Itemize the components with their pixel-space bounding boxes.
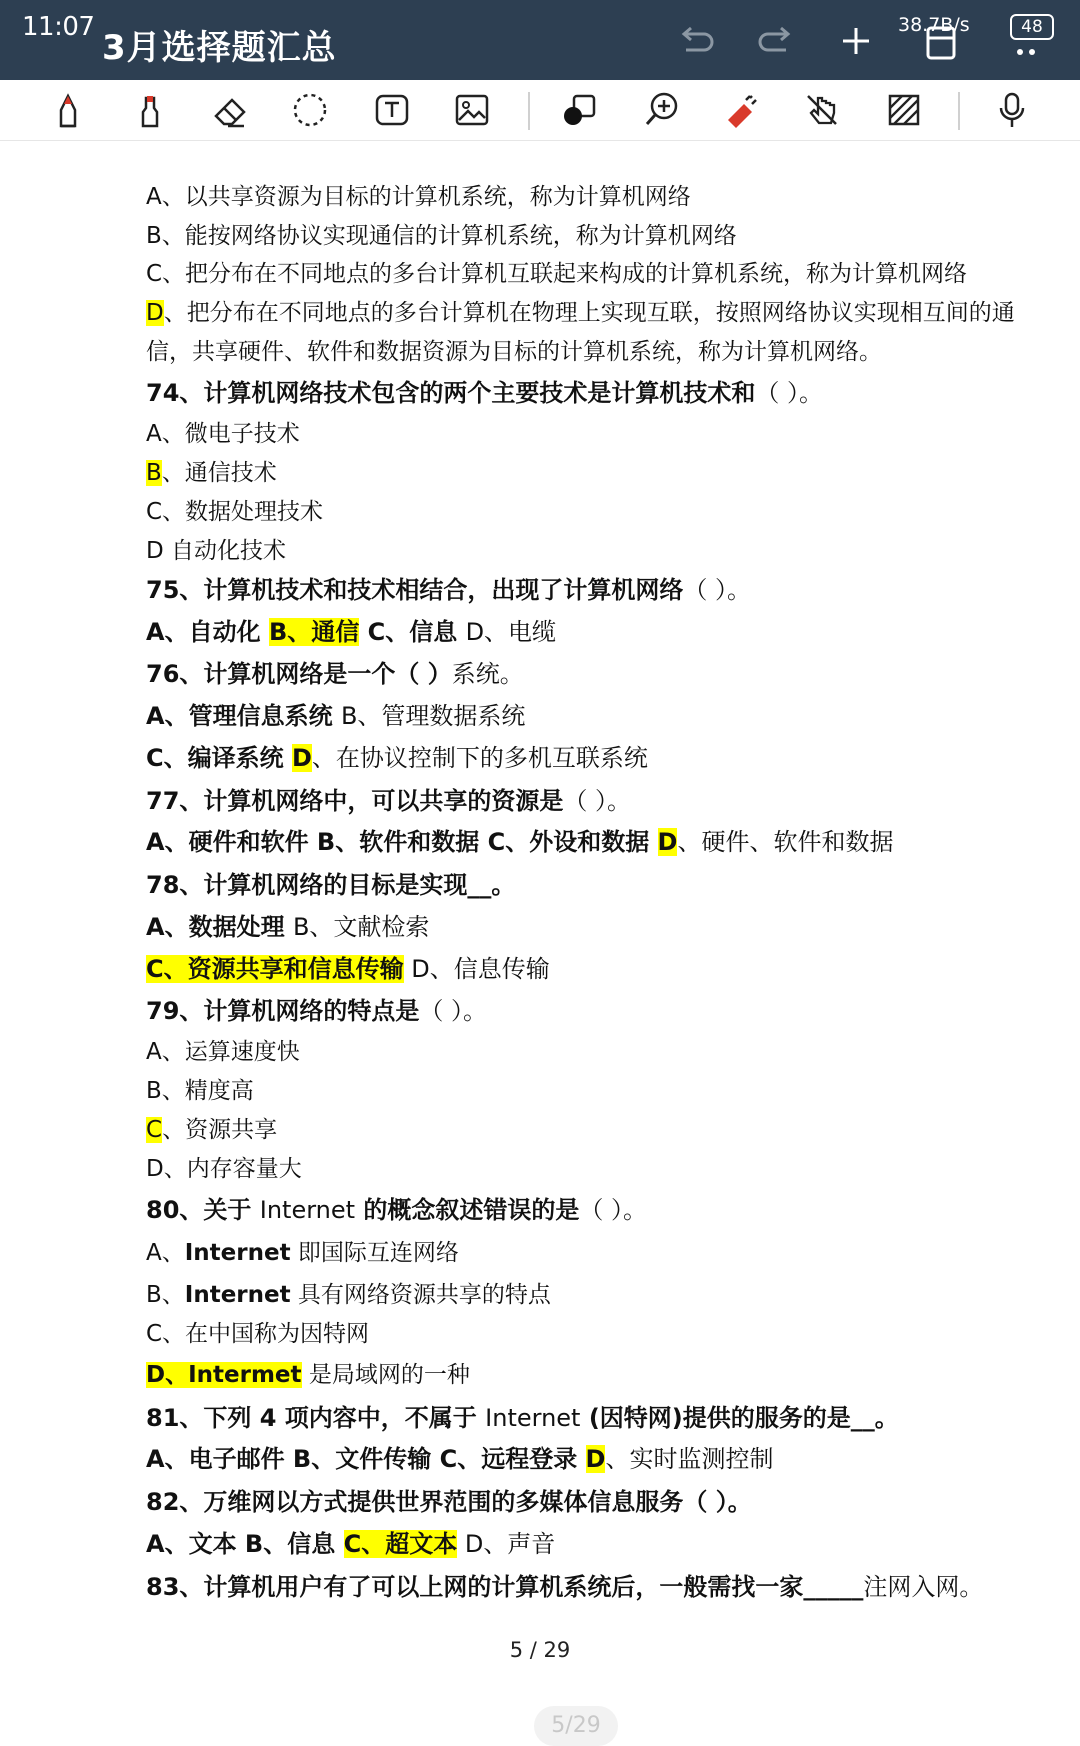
- line-text: C、在中国称为因特网: [146, 1321, 370, 1347]
- option-line: [146, 495, 323, 529]
- line-text: 、资源共享: [162, 1117, 278, 1143]
- highlighted-answer: D、Intermet: [146, 1362, 302, 1388]
- line-text: B、精度高: [146, 1078, 254, 1104]
- line-text: A、电子邮件 B、文件传输 C、远程登录: [146, 1445, 586, 1473]
- line-text: B、文献检索: [292, 913, 430, 941]
- laser-pointer-icon[interactable]: [720, 88, 764, 132]
- page-indicator: 5 / 29: [509, 1638, 571, 1662]
- option-line: [146, 1113, 277, 1147]
- more-icon[interactable]: [1000, 16, 1048, 64]
- document-title: 3月选择题汇总: [102, 28, 337, 68]
- question-line: [146, 741, 648, 775]
- line-text: 的概念叙述错误的是: [355, 1196, 580, 1224]
- toolbar-divider: [528, 92, 530, 130]
- question-line: [146, 699, 525, 733]
- line-text: 82、万维网以方式提供世界范围的多媒体信息服务（ ）。: [146, 1488, 752, 1516]
- option-line: [146, 417, 300, 451]
- question-line: [146, 1193, 647, 1227]
- line-text: A、以共享资源为目标的计算机系统，称为计算机网络: [146, 184, 691, 210]
- question-line: [146, 825, 893, 859]
- question-line: [146, 657, 524, 691]
- lasso-icon[interactable]: [288, 88, 332, 132]
- line-text: 、通信技术: [161, 460, 277, 486]
- line-text: 75、计算机技术和技术相结合，出现了计算机网络: [146, 576, 684, 604]
- background-pattern-icon[interactable]: [882, 88, 926, 132]
- pen-icon[interactable]: [46, 88, 90, 132]
- highlighted-answer: C、超文本: [343, 1530, 458, 1558]
- line-text: B、: [146, 1282, 185, 1308]
- line-text: A、运算速度快: [146, 1039, 300, 1065]
- line-text: 、硬件、软件和数据: [677, 828, 894, 856]
- line-text: 81、下列 4 项内容中，不属于: [146, 1404, 486, 1432]
- line-text: D、电缆: [465, 618, 557, 646]
- question-line: [146, 994, 487, 1028]
- line-text: Internet: [485, 1404, 581, 1432]
- line-text: A、数据处理: [146, 913, 293, 941]
- highlighted-answer: C: [146, 1117, 163, 1143]
- option-line: [146, 1035, 300, 1069]
- add-page-icon[interactable]: [832, 16, 880, 64]
- line-text: 、实时监测控制: [605, 1445, 774, 1473]
- page-overlay-indicator: 5/29: [534, 1706, 618, 1746]
- question-line: [146, 1485, 752, 1519]
- highlighted-answer: D: [585, 1445, 606, 1473]
- line-text: C、把分布在不同地点的多台计算机互联起来构成的计算机系统，称为计算机网络: [146, 261, 968, 287]
- line-text: B、管理数据系统: [340, 702, 526, 730]
- highlighted-answer: D: [146, 300, 164, 326]
- question-line: [146, 1401, 899, 1435]
- option-line: [146, 335, 882, 369]
- option-line: [146, 1278, 551, 1312]
- highlighted-answer: B: [146, 460, 162, 486]
- option-line: [146, 219, 737, 253]
- option-line: [146, 534, 286, 568]
- question-line: [146, 376, 823, 410]
- network-speed: 38.7B/s: [898, 14, 970, 36]
- question-line: [146, 615, 556, 649]
- line-text: 、把分布在不同地点的多台计算机在物理上实现互联，按照网络协议实现相互间的通: [163, 300, 1015, 326]
- touch-write-icon[interactable]: [800, 88, 844, 132]
- line-text: （ ）。: [755, 379, 824, 407]
- line-text: C、编译系统: [146, 744, 292, 772]
- line-text: 79、计算机网络的特点是: [146, 997, 420, 1025]
- option-line: [146, 180, 691, 214]
- question-line: [146, 573, 751, 607]
- option-line: [146, 456, 277, 490]
- pen-toolbar: [0, 80, 1080, 141]
- line-text: 74、计算机网络技术包含的两个主要技术是计算机技术和: [146, 379, 756, 407]
- line-text: 系统。: [451, 660, 524, 688]
- image-icon[interactable]: [450, 88, 494, 132]
- question-line: [146, 910, 429, 944]
- line-text: （ ）。: [683, 576, 752, 604]
- option-line: [146, 1074, 254, 1108]
- line-text: 80、关于: [146, 1196, 260, 1224]
- line-text: C、数据处理技术: [146, 499, 324, 525]
- highlighted-answer: B、通信: [268, 618, 360, 646]
- line-text: 注网入网。: [863, 1573, 984, 1601]
- line-text: 是局域网的一种: [301, 1362, 470, 1388]
- line-text: Internet: [184, 1240, 291, 1266]
- line-text: 76、计算机网络是一个（ ）: [146, 660, 452, 688]
- question-line: [146, 784, 631, 818]
- line-text: A、微电子技术: [146, 421, 300, 447]
- line-text: 78、计算机网络的目标是实现__。: [146, 871, 516, 899]
- line-text: A、管理信息系统: [146, 702, 341, 730]
- line-text: D、声音: [457, 1530, 556, 1558]
- line-text: （ ）。: [579, 1196, 648, 1224]
- highlighted-answer: D: [291, 744, 312, 772]
- line-text: Internet: [184, 1282, 291, 1308]
- line-text: A、文本 B、信息: [146, 1530, 344, 1558]
- app-header: [0, 0, 1080, 80]
- line-text: 、在协议控制下的多机互联系统: [311, 744, 648, 772]
- line-text: 83、计算机用户有了可以上网的计算机系统后，一般需找一家_____: [146, 1573, 864, 1601]
- microphone-icon[interactable]: [990, 88, 1034, 132]
- line-text: 77、计算机网络中，可以共享的资源是: [146, 787, 564, 815]
- line-text: （ ）。: [419, 997, 488, 1025]
- option-line: [146, 296, 1015, 330]
- question-line: [146, 1570, 983, 1604]
- line-text: B、能按网络协议实现通信的计算机系统，称为计算机网络: [146, 223, 737, 249]
- line-text: (因特网)提供的服务的是__。: [580, 1404, 899, 1432]
- question-line: [146, 1527, 555, 1561]
- line-text: A、硬件和软件 B、软件和数据 C、外设和数据: [146, 828, 658, 856]
- text-box-icon[interactable]: [370, 88, 414, 132]
- option-line: [146, 1236, 459, 1270]
- highlighted-answer: D: [657, 828, 678, 856]
- line-text: D、内存容量大: [146, 1156, 302, 1182]
- option-line: [146, 1317, 369, 1351]
- battery-indicator: 48: [1010, 14, 1054, 40]
- line-text: 信，共享硬件、软件和数据资源为目标的计算机系统，称为计算机网络。: [146, 339, 882, 365]
- eraser-icon[interactable]: [208, 88, 252, 132]
- zoom-icon[interactable]: [640, 88, 684, 132]
- redo-icon[interactable]: [752, 16, 800, 64]
- line-text: D、信息传输: [403, 955, 550, 983]
- line-text: A、: [146, 1240, 185, 1266]
- undo-icon[interactable]: [672, 16, 720, 64]
- highlighter-icon[interactable]: [128, 88, 172, 132]
- line-text: A、自动化: [146, 618, 269, 646]
- line-text: Internet: [259, 1196, 356, 1224]
- shape-icon[interactable]: [558, 88, 602, 132]
- status-time: 11:07: [22, 12, 95, 42]
- option-line: [146, 257, 967, 291]
- toolbar-divider: [958, 92, 960, 130]
- line-text: （ ）。: [563, 787, 632, 815]
- question-line: [146, 1442, 773, 1476]
- question-line: [146, 868, 515, 902]
- option-line: [146, 1358, 470, 1392]
- line-text: C、信息: [359, 618, 466, 646]
- line-text: D 自动化技术: [146, 538, 287, 564]
- line-text: 即国际互连网络: [290, 1240, 459, 1266]
- question-line: [146, 952, 550, 986]
- option-line: [146, 1152, 302, 1186]
- line-text: 具有网络资源共享的特点: [290, 1282, 551, 1308]
- highlighted-answer: C、资源共享和信息传输: [146, 955, 404, 983]
